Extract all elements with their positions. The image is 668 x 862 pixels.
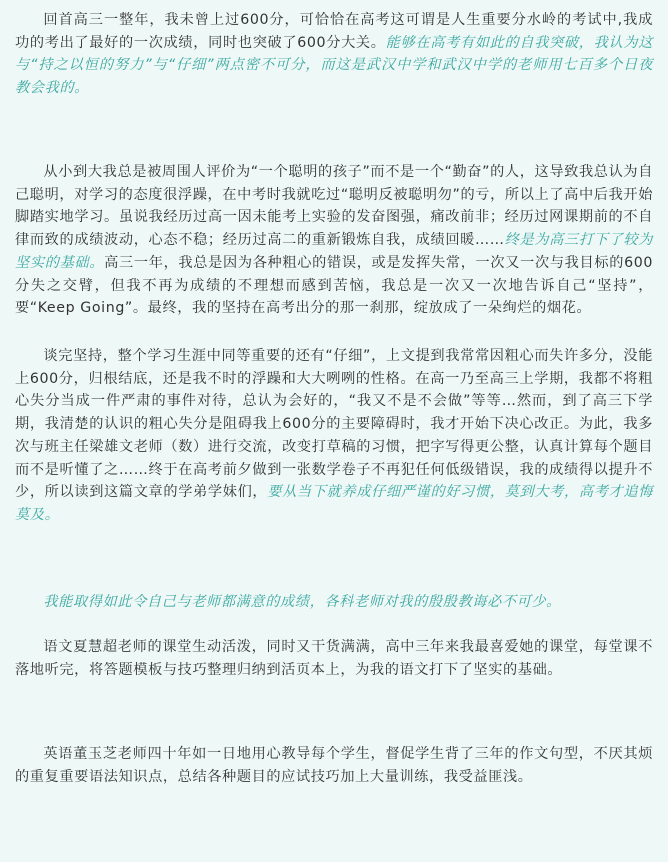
- paragraph-english-teacher: [15, 743, 653, 788]
- paragraph-chinese-teacher: [15, 636, 653, 681]
- highlight-text: 要从当下就养成仔细严谨的好习惯，莫到大考，高考才追悔莫及。: [15, 484, 653, 523]
- highlight-text: 我能取得如此令自己与老师都满意的成绩，各科老师对我的殷殷教诲必不可少。: [43, 594, 561, 610]
- body-text: 高三一年，我总是因为各种粗心的错误，或是发挥失常，一次又一次与我目标的600分失之交臂，但我不再为成绩的不理想而感到苦恼，我总是一次又一次地告诉自己“坚持”，要“Keep Going”。最终，我的坚持在高考出分的那一刹那，绽放成了一朵绚烂的烟花。: [15, 254, 653, 317]
- body-text: 谈完坚持，整个学习生涯中同等重要的还有“仔细”，上文提到我常常因粗心而失许多分，没能上600分，归根结底，还是我不时的浮躁和大大咧咧的性格。在高一乃至高三上学期，我都不将粗心失分当成一件严肃的事件对待，总认为会好的，“我又不是不会做”等等…然而，到了高三下学期，我清楚的认识的粗心失分是阻碍我上600分的主要障碍时，我才开始下决心改正。为此，我多次与班主任梁雄文老师（数）进行交流，改变打草稿的习惯，把字写得更公整，认真计算每个题目而不是听懂了之……终于在高考前夕做到一张数学卷子不再犯任何低级错误，我的成绩得以提升不少，所以读到这篇文章的学弟学妹们，: [15, 348, 653, 501]
- paragraph-persistence: [15, 161, 653, 320]
- body-text: 英语董玉芝老师四十年如一日地用心教导每个学生，督促学生背了三年的作文句型，不厌其烦的重复重要语法知识点，总结各种题目的应试技巧加上大量训练，我受益匪浅。: [15, 746, 653, 785]
- highlight-text: 能够在高考有如此的自我突破，我认为这与“持之以恒的努力”与“仔细”两点密不可分，而这是武汉中学和武汉中学的老师用七百多个日夜教会我的。: [15, 34, 653, 97]
- paragraph-teachers-intro: [15, 591, 653, 614]
- highlight-text: 终是为高三打下了较为坚实的基础。: [15, 232, 653, 271]
- body-text: 语文夏慧超老师的课堂生动活泼，同时又干货满满，高中三年来我最喜爱她的课堂，每堂课不落地听完，将答题模板与技巧整理归纳到活页本上，为我的语文打下了坚实的基础。: [15, 639, 653, 678]
- body-text: 从小到大我总是被周围人评价为“一个聪明的孩子”而不是一个“勤奋”的人，这导致我总认为自己聪明，对学习的态度很浮躁，在中考时我就吃过“聪明反被聪明勿”的亏，所以上了高中后我开始脚踏实地学习。虽说我经历过高一因未能考上实验的发奋图强，痛改前非；经历过网课期前的不自律而致的成绩波动，心态不稳；经历过高二的重新锻炼自我，成绩回暖……: [15, 164, 653, 249]
- intro-text: 回首高三一整年，我未曾上过600分，可恰恰在高考这可谓是人生重要分水岭的考试中,我成功的考出了最好的一次成绩，同时也突破了600分大关。: [15, 12, 653, 51]
- paragraph-carefulness: [15, 345, 653, 527]
- paragraph-intro: [15, 9, 653, 100]
